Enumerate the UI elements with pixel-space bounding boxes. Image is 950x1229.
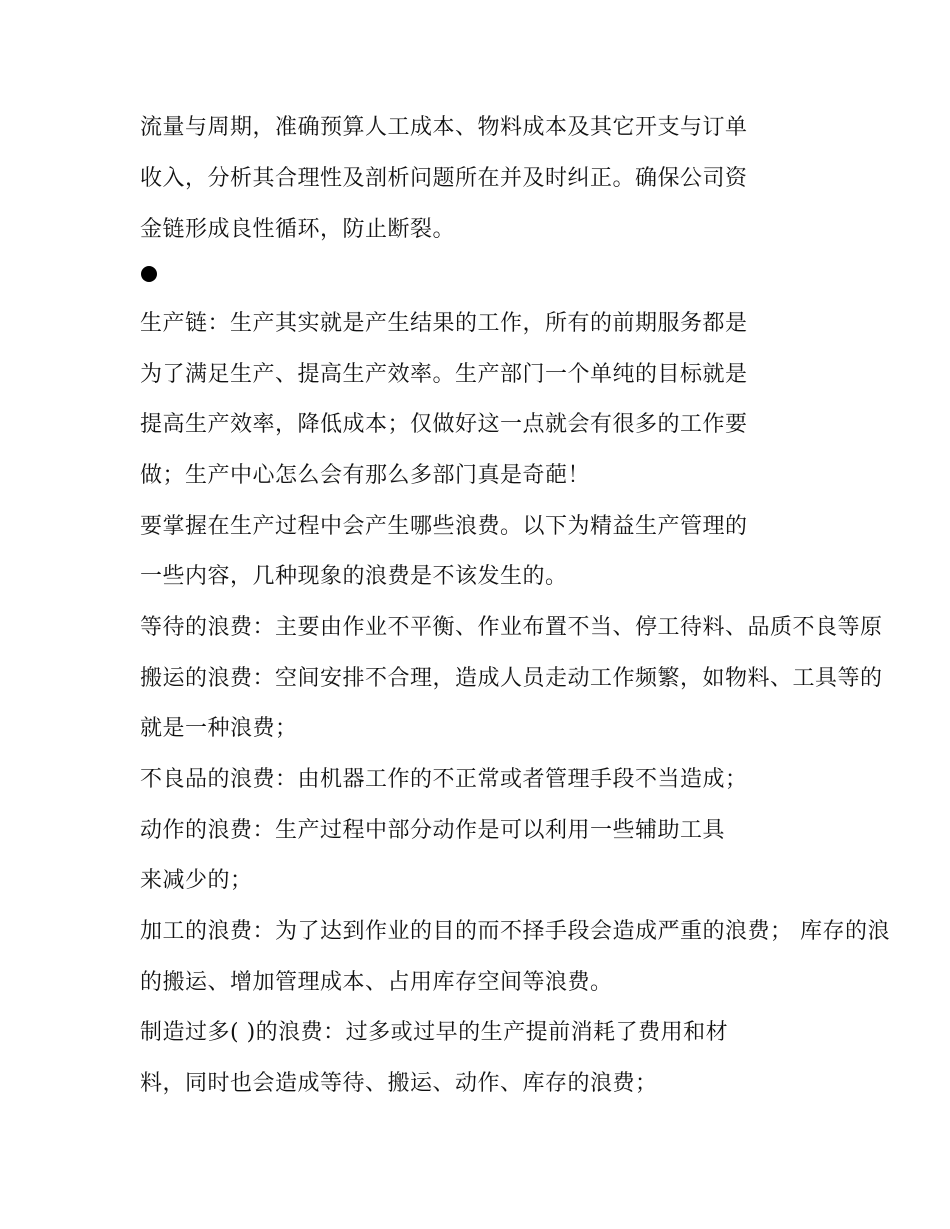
text-line: 生产链：生产其实就是产生结果的工作，所有的前期服务都是 <box>140 311 748 336</box>
text-line: 的搬运、增加管理成本、占用库存空间等浪费。 <box>140 970 613 995</box>
text-line: 一些内容，几种现象的浪费是不该发生的。 <box>140 564 568 589</box>
text-line: 料，同时也会造成等待、搬运、动作、库存的浪费； <box>140 1071 658 1096</box>
text-line: 动作的浪费：生产过程中部分动作是可以利用一些辅助工具 <box>140 818 726 843</box>
text-line: 不良品的浪费：由机器工作的不正常或者管理手段不当造成； <box>140 767 748 792</box>
text-line: 制造过多( )的浪费：过多或过早的生产提前消耗了费用和材 <box>140 1020 729 1045</box>
text-line: 收入，分析其合理性及剖析问题所在并及时纠正。确保公司资 <box>140 166 748 191</box>
text-line: 就是一种浪费； <box>140 716 298 741</box>
text-line: 为了满足生产、提高生产效率。生产部门一个单纯的目标就是 <box>140 362 748 387</box>
text-line: 要掌握在生产过程中会产生哪些浪费。以下为精益生产管理的 <box>140 514 748 539</box>
text-line: 来减少的； <box>140 868 253 893</box>
text-line: 提高生产效率，降低成本；仅做好这一点就会有很多的工作要 <box>140 412 748 437</box>
text-line: 流量与周期，准确预算人工成本、物料成本及其它开支与订单 <box>140 115 748 140</box>
text-line: 金链形成良性循环，防止断裂。 <box>140 217 456 242</box>
text-line: 等待的浪费：主要由作业不平衡、作业布置不当、停工待料、品质不良等原 <box>140 615 883 640</box>
text-line: 加工的浪费：为了达到作业的目的而不择手段会造成严重的浪费； 库存的浪 <box>140 919 890 944</box>
bullet-icon <box>141 266 157 282</box>
text-line: 做；生产中心怎么会有那么多部门真是奇葩！ <box>140 463 591 488</box>
text-line: 搬运的浪费：空间安排不合理，造成人员走动工作频繁，如物料、工具等的 <box>140 666 883 691</box>
